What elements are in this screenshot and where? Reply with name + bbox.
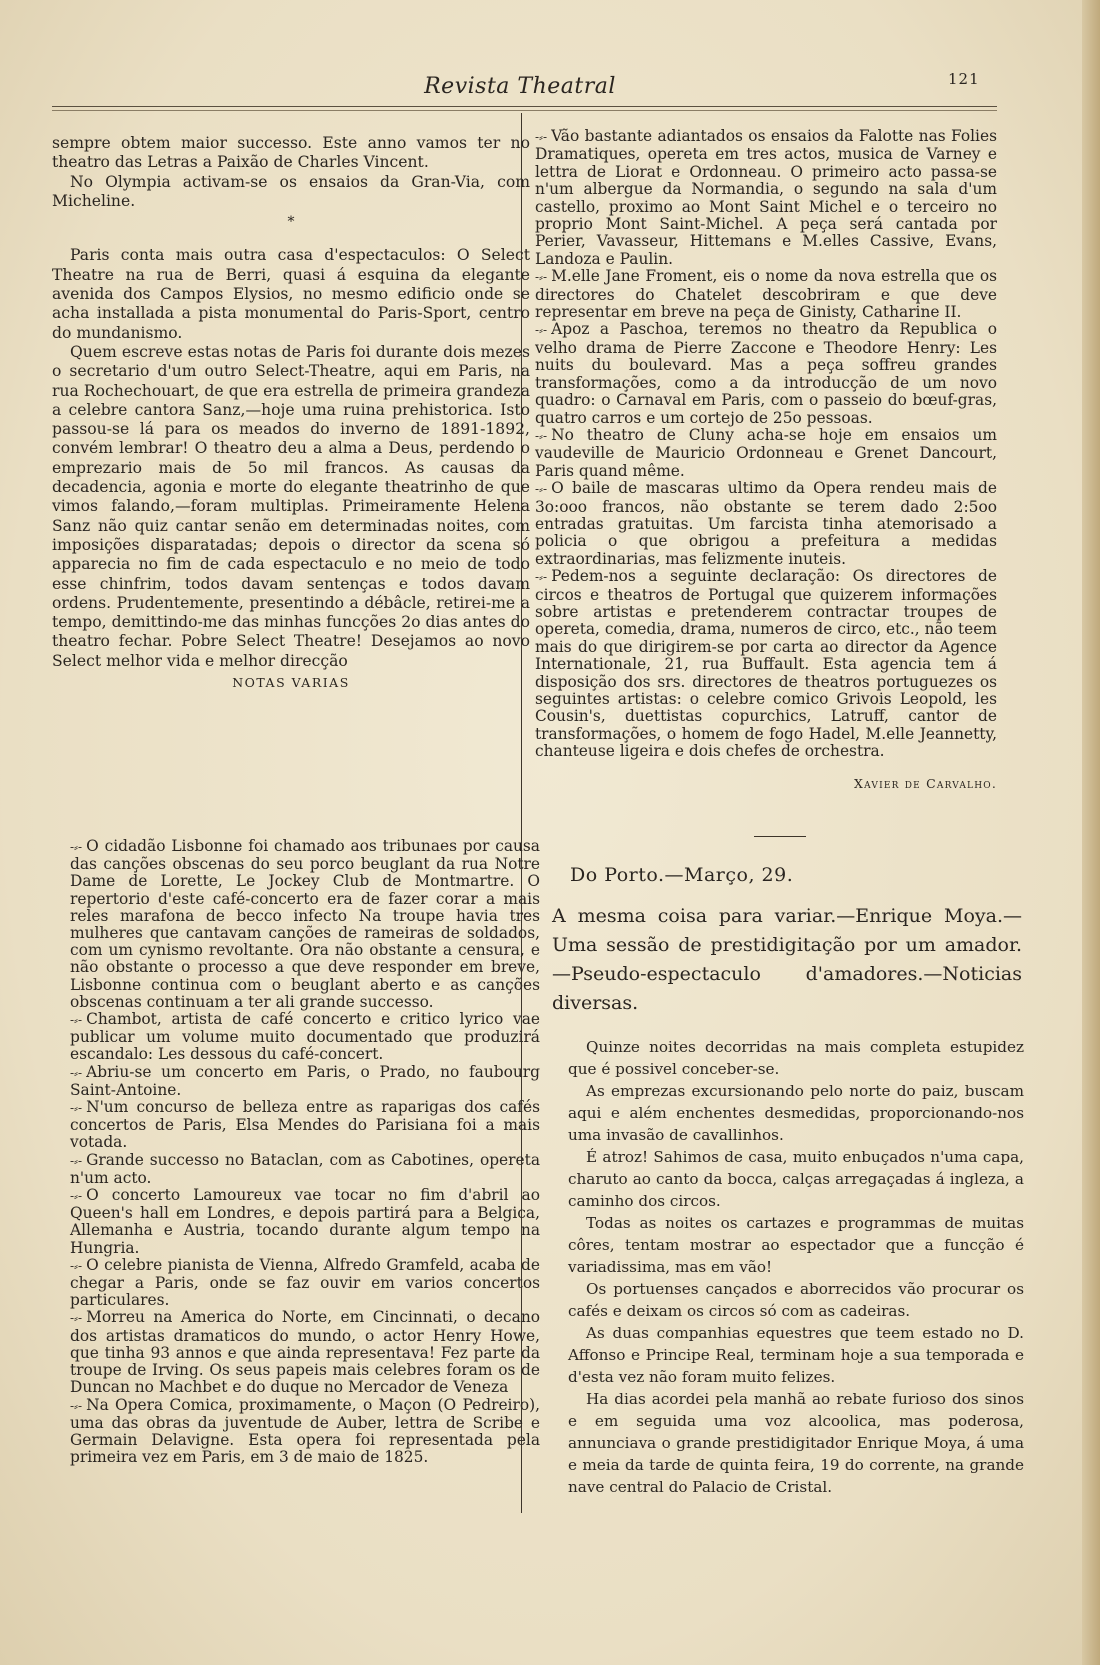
paragraph: É atroz! Sahimos de casa, muito enbuçados n'uma capa, charuto ao canto da bocca, calças arregaçadas á ingleza, a caminho dos circos. bbox=[568, 1148, 1024, 1210]
note-item: -⸗- O cidadão Lisbonne foi chamado aos tribunaes por causa das canções obscenas do seu porco beuglant da rua Notre Dame de Lorette, Le Jockey Club de Montmartre. O repertorio d'este café-concerto era de fazer corar a mais reles marafona de becco infecto Na troupe havia tres mulheres que cantavam canções de rameiras de soldados, com um cynismo revoltante. Ora não obstante a censura, e não obstante o processo a que deve responder em breve, Lisbonne continua com o beuglant aberto e as canções obscenas continuam a ter ali grande successo. bbox=[70, 837, 540, 1011]
paragraph: Quem escreve estas notas de Paris foi durante dois mezes o secretario d'um outro Select-Theatre, aqui em Paris, na rua Rochechouart, de que era estrella de primeira grandeza a celebre cantora Sanz,—hoje uma ruina prehistorica. Isto passou-se lá para os meados do inverno de 1891-1892, convém lembrar! O theatro deu a alma a Deus, perdendo o emprezario mais de 5o mil francos. As causas da decadencia, agonia e morte do elegante theatrinho de que vimos falando,—foram multiplas. Primeiramente Helena Sanz não quiz cantar senão em determinadas noites, com imposições disparatadas; depois o director da scena só apparecia no fim de cada espectaculo e no meio de todo esse chinfrim, todos davam sentenças e todos davam ordens. Prudentemente, presentindo a débâcle, retirei-me a tempo, demittindo-me das minhas funcções 2o dias antes do theatro fechar. Pobre Select Theatre! Desejamos ao novo Select melhor vida e melhor direcção bbox=[52, 342, 530, 670]
paragraph: Paris conta mais outra casa d'espectaculos: O Select Theatre na rua de Berri, quasi á esquina da elegante avenida dos Campos Elysios, no mesmo edificio onde se acha installada a pista monumental do Paris-Sport, centro do mundanismo. bbox=[52, 246, 530, 342]
ornament-icon: -⸗- bbox=[535, 270, 548, 285]
note-item: -⸗- O baile de mascaras ultimo da Opera rendeu mais de 3o:ooo francos, não obstante se terem dado 2:5oo entradas gratuitas. Um farcista tinha atemorisado a policia o que obrigou a prefeitura a medidas extraordinarias, mas felizmente inuteis. bbox=[535, 479, 997, 568]
section-separator bbox=[754, 836, 806, 837]
page-number: 121 bbox=[948, 70, 980, 88]
ornament-icon: -⸗- bbox=[70, 1311, 83, 1326]
ornament-icon: -⸗- bbox=[535, 570, 548, 585]
header-rule bbox=[52, 106, 997, 107]
note-item: -⸗- No theatro de Cluny acha-se hoje em ensaios um vaudeville de Mauricio Ordonneau e Grenet Dancourt, Paris quand même. bbox=[535, 425, 997, 480]
paragraph: Todas as noites os cartazes e programmas de muitas côres, tentam mostrar ao espectador que a funcção é variadissima, mas em vão! bbox=[568, 1214, 1024, 1276]
ornament-icon: -⸗- bbox=[70, 1101, 83, 1116]
note-item: -⸗- Pedem-nos a seguinte declaração: Os directores de circos e theatros de Portugal que quizerem informações sobre artistas e pretenderem contractar troupes de opereta, comedia, drama, numeros de circo, etc., não teem mais do que dirigirem-se por carta ao director da Agence Internationale, 21, rua Buffault. Esta agencia tem á disposição dos srs. directores de theatros portuguezes os seguintes artistas: o celebre comico Grivois Leopold, les Cousin's, duettistas copurchics, Latruff, cantor de transformações, o homem de fogo Hadel, M.elle Jeannetty, chanteuse ligeira e dois chefes de orchestra. bbox=[535, 567, 997, 761]
section-heading-notas-varias: NOTAS VARIAS bbox=[232, 675, 350, 691]
note-item: -⸗- Grande successo no Bataclan, com as Cabotines, opereta n'um acto. bbox=[70, 1150, 540, 1187]
author-signature: Xavier de Carvalho. bbox=[854, 775, 997, 791]
note-item: -⸗- Abriu-se um concerto em Paris, o Prado, no faubourg Saint-Antoine. bbox=[70, 1062, 540, 1099]
ornament-icon: -⸗- bbox=[70, 840, 83, 854]
paragraph: As emprezas excursionando pelo norte do paiz, buscam aqui e além enchentes desmedidas, proporcionando-nos uma invasão de cavallinhos. bbox=[568, 1082, 1024, 1144]
ornament-icon: -⸗- bbox=[535, 482, 548, 497]
note-item: -⸗- Na Opera Comica, proximamente, o Maçon (O Pedreiro), uma das obras da juventude de Auber, lettra de Scribe e Germain Delavigne. Esta opera foi representada pela primeira vez em Paris, em 3 de maio de 1825. bbox=[70, 1395, 540, 1467]
ornament-icon: -⸗- bbox=[70, 1398, 83, 1413]
porto-summary bbox=[552, 902, 1022, 1018]
left-column-chronicle bbox=[52, 134, 530, 722]
paragraph: Ha dias acordei pela manhã ao rebate furioso dos sinos e em seguida uma voz alcoolica, mas poderosa, annunciava o grande prestidigitador Enrique Moya, á uma e meia da tarde de quinta feira, 19 do corrente, na grande nave central do Palacio de Cristal. bbox=[568, 1390, 1024, 1496]
left-column-notes bbox=[70, 838, 540, 1466]
paragraph: Quinze noites decorridas na mais completa estupidez que é possivel conceber-se. bbox=[568, 1038, 1024, 1078]
note-item: -⸗- N'um concurso de belleza entre as raparigas dos cafés concertos de Paris, Elsa Mendes do Parisiana foi a mais votada. bbox=[70, 1098, 540, 1152]
note-item: -⸗- M.elle Jane Froment, eis o nome da nova estrella que os directores do Chatelet descobriram e que deve representar em breve na peça de Ginisty, Catharine II. bbox=[535, 267, 997, 322]
note-item: -⸗- Morreu na America do Norte, em Cincinnati, o decano dos artistas dramaticos do mundo, o actor Henry Howe, que tinha 93 annos e que ainda representava! Fez parte da troupe de Irving. Os seus papeis mais celebres foram os de Duncan no Machbet e do duque no Mercador de Veneza bbox=[70, 1308, 540, 1397]
ornament-icon: -⸗- bbox=[70, 1013, 83, 1028]
paragraph: As duas companhias equestres que teem estado no D. Affonso e Principe Real, terminam hoje a sua temporada e d'esta vez não foram muito felizes. bbox=[568, 1324, 1024, 1386]
section-star: * bbox=[287, 214, 295, 231]
header-rule-secondary bbox=[52, 110, 997, 111]
paragraph: No Olympia activam-se os ensaios da Gran-Via, com Micheline. bbox=[52, 172, 530, 210]
page-edge bbox=[1082, 0, 1100, 1665]
note-item: -⸗- O celebre pianista de Vienna, Alfredo Gramfeld, acaba de chegar a Paris, onde se faz ouvir em varios concertos particulares. bbox=[70, 1255, 540, 1310]
ornament-icon: -⸗- bbox=[70, 1189, 83, 1204]
right-column-notes bbox=[535, 128, 997, 792]
note-item: -⸗- O concerto Lamoureux vae tocar no fim d'abril ao Queen's hall em Londres, e depois partirá para a Belgica, Allemanha e Austria, tocando durante algum tempo na Hungria. bbox=[70, 1186, 540, 1257]
note-item: -⸗- Vão bastante adiantados os ensaios da Falotte nas Folies Dramatiques, opereta em tres actos, musica de Varney e lettra de Liorat e Ordonneau. O primeiro acto passa-se n'um albergue da Normandia, o segundo na sala d'um castello, proximo ao Mont Saint Michel e o terceiro no proprio Mont Saint-Michel. A peça será cantada por Perier, Vavasseur, Hittemans e M.elles Cassive, Evans, Landoza e Paulin. bbox=[535, 127, 997, 268]
ornament-icon: -⸗- bbox=[535, 130, 548, 144]
summary-text: A mesma coisa para variar.—Enrique Moya.—Uma sessão de prestidigitação por um amador.—Pseudo-espectaculo d'amadores.—Noticias diversas. bbox=[552, 905, 1022, 1014]
porto-dateline: Do Porto.—Março, 29. bbox=[570, 864, 794, 886]
porto-chronicle bbox=[568, 1036, 1024, 1498]
ornament-icon: -⸗- bbox=[70, 1153, 83, 1168]
paragraph: sempre obtem maior successo. Este anno vamos ter no theatro das Letras a Paixão de Charles Vincent. bbox=[52, 134, 530, 172]
running-title: Revista Theatral bbox=[424, 74, 616, 99]
ornament-icon: -⸗- bbox=[535, 428, 548, 443]
paragraph: Os portuenses cançados e aborrecidos vão procurar os cafés e deixam os circos só com as cadeiras. bbox=[568, 1280, 1024, 1320]
note-item: -⸗- Apoz a Paschoa, teremos no theatro da Republica o velho drama de Pierre Zaccone e Theodore Henry: Les nuits du boulevard. Mas a peça soffreu grandes transformações, como a da introducção de um novo quadro: o Carnaval em Paris, com o passeio do bœuf-gras, quatro carros e um cortejo de 25o pessoas. bbox=[535, 320, 997, 427]
ornament-icon: -⸗- bbox=[70, 1258, 83, 1273]
ornament-icon: -⸗- bbox=[535, 323, 548, 338]
ornament-icon: -⸗- bbox=[70, 1065, 83, 1080]
note-item: -⸗- Chambot, artista de café concerto e critico lyrico vae publicar um volume muito documentado que produzirá escandalo: Les dessous du café-concert. bbox=[70, 1010, 540, 1064]
